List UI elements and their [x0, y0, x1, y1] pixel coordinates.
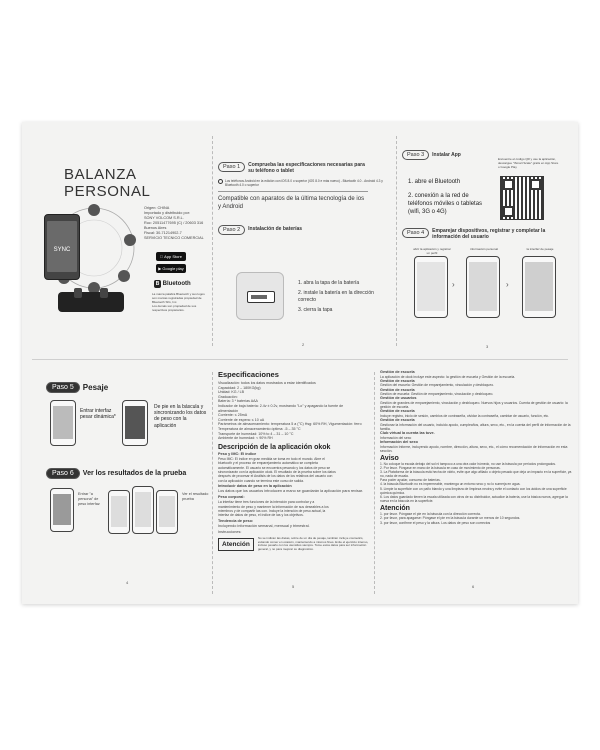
tendency-head: Tendencia de peso: [218, 518, 254, 523]
google-play-badge[interactable] [156, 264, 186, 273]
aviso-list [380, 462, 572, 503]
spec-line: Capacidad: 2 – 180KG(kg) [218, 385, 261, 390]
aviso-line: 6. Los datos guardado tienen la escala utilizada con otros de su distribuidor, actualice la batería, use la básica nueva, agregue la nueva en la báscula en la superficie. [380, 494, 568, 503]
origin-line: SONY VOLCOM S.R.L. [144, 216, 184, 220]
phone-screen-profile [466, 256, 500, 318]
spec-line: Corriente: ≤ 25mA [218, 413, 248, 418]
step5-pill: Paso 5 [46, 382, 80, 393]
tendency-line: Incluyendo información semanal, mensual y trimestral. [218, 523, 310, 528]
qr-code[interactable] [500, 176, 544, 220]
google-play-label: Google play [162, 266, 184, 271]
attention-label: Atención [218, 538, 254, 551]
attention-text: No se indican las dietas, sobre de un día de pesaje, también incluye cosmetics, evitando comer en ocasión, manteniendo a mismos fines. Evite el ejercicio intenso, incluso pesarlo con los utensilios siempre. Tome estos datos para ser información general, y no para mejorar su diagnóstico. [257, 535, 369, 552]
battery-step: 2. instale la batería en la dirección correcto [298, 290, 374, 303]
corp-list [218, 500, 370, 518]
management-text: Gestionar la información del usuario, incluido apodo, cumpleaños, altura, sexo, etc., en la cuenta del perfil de información de la familia. [380, 422, 571, 431]
spec-line: Graduación: [218, 394, 238, 399]
app-step: 1. abre el Bluetooth [408, 179, 461, 185]
bluetooth-logo [154, 280, 191, 288]
instructions-head: Instrucciones: [218, 529, 242, 534]
aviso-line: Para poder ayudar, consumo de baterías. [380, 478, 441, 483]
desc-line: Peso IMC: El índice en gran medida se toma en todo el mundo. Abre el [218, 456, 325, 461]
pairing-caption: información personal [470, 247, 498, 251]
atencion-title: Atención [380, 504, 410, 512]
panel-steps-1-2 [218, 162, 390, 352]
aviso-line: 1. No coloque la escala debajo del sol ni tampoco a una otra calor húmedo, no use la báscula por periodos prolongados. [380, 461, 556, 466]
aviso-line: 5. Limpie la superficie con un paño blando y una limpieza de limpieza neutra y evite el contacto con los ácidos de una superficie química química. [380, 486, 567, 495]
app-step: 2. conexión a la red de teléfonos móviles o tabletas (wifi, 3G o 4G) [408, 193, 483, 215]
origin-line: Importado y distribuido por: [144, 211, 191, 215]
desc-line: bluetooth y el proceso de emparejamiento automático se completa [218, 461, 318, 466]
fold-line [212, 136, 213, 346]
intro-head: Introducir datos de peso en la aplicación [218, 484, 292, 489]
play-icon: ▶ [158, 266, 162, 271]
note-line: Los demás son propiedad de sus [152, 304, 197, 308]
desc-list [218, 457, 370, 483]
spec-line: Corriente de espera: ≤ 10 uA [218, 417, 265, 422]
step3-pill: Paso 3 [402, 150, 429, 160]
enter-weight-label: Entrar "a persona" de peso interfaz [78, 492, 100, 506]
qr-note: Encuentre el código QR y use la aplicación, descargue "iSmart Scale" gratis en App Store o Google Play [498, 157, 559, 169]
management-head: Gestión de usuarios [380, 396, 417, 401]
enter-interface-label: Entrar interfaz pesar dinámica* [80, 408, 116, 421]
trademark-notes [152, 292, 208, 312]
spec-list [218, 381, 370, 441]
aviso-line: 4. la báscula Bluetooth no es impermeable, mantenga un entorno seco y no lo sumerja en agua. [380, 482, 521, 487]
origin-line: SERVICIO TECNICO COMERCIAL [144, 236, 204, 240]
phone-result [108, 490, 130, 534]
atencion-line: 3. por favor, confirme el peso y la altura. Los datos de peso son correctos [380, 520, 491, 525]
corp-line: mantenimiento de peso y mantener la información de sus deseables a los [218, 504, 329, 509]
note-line: son marcas registradas propiedad de Bluetooth SIG, Inc. [152, 296, 202, 304]
app-store-badge[interactable] [156, 252, 186, 261]
page-number: 4 [126, 580, 129, 585]
phone-sync-illustration [44, 214, 80, 280]
origin-line: Origen: CHINA [144, 206, 170, 210]
management-head: Gestión de escuela [380, 418, 415, 423]
battery-illustration [236, 272, 284, 320]
page-title: BALANZA PERSONAL [64, 166, 151, 200]
origin-line: Ruc: 20511477695 (C) / 20603 316 [144, 221, 204, 225]
stand-instruction: De pie en la báscula y sincronizando los datos de peso con la aplicación [154, 404, 207, 429]
step4-title: Emparejar dispositivos, registrar y completar la información del usuario [432, 228, 546, 241]
pairing-caption: la interfaz de pesaje [526, 247, 554, 251]
spec-line: Ambiente de humedad: < 90% RH [218, 436, 273, 441]
panel-specifications [218, 370, 370, 596]
panel-steps-3-4 [402, 150, 574, 352]
spec-title: Especificaciones [218, 370, 279, 379]
phone-sync [122, 400, 148, 446]
step6-title: Ver los resultados de la prueba [82, 470, 187, 477]
fold-line-horizontal [32, 359, 568, 360]
corp-line: interfaz de datos de peso, el índice de las y los objetivos. [218, 513, 304, 518]
phone-weighing [50, 400, 76, 446]
management-text: Incluye registro, inicio de sesión, cambios de contraseña, olvidar la contraseña, cambiar de usuario, función, etc. [380, 413, 550, 418]
step5-title: Pesaje [82, 383, 109, 392]
management-text: Gestión de escuela: Gestión de emparejamiento, vinculación y desbloqueo. [380, 392, 494, 397]
step4-pill: Paso 4 [402, 228, 429, 238]
page-number: 3 [486, 344, 489, 349]
phone-result [50, 488, 74, 532]
instruction-sheet [22, 122, 578, 604]
step3-title: Instalar App [432, 151, 461, 158]
attention-box [218, 537, 370, 552]
spec-line: Batería: 3 * baterías AAA [218, 399, 258, 404]
bluetooth-label: Bluetooth [162, 281, 191, 287]
step1-pill: Paso 1 [218, 162, 245, 172]
management-head: Gestión de escuela [380, 370, 415, 374]
panel-cover [44, 138, 208, 352]
peso-imc-head: Peso y IMC: El índice [218, 451, 257, 456]
step2-title: Instalación de baterías [248, 226, 303, 233]
origin-line: Buenos Aires [144, 226, 167, 230]
management-head: Gestión de escuela [380, 378, 415, 383]
bluetooth-icon: B [155, 281, 160, 287]
management-head: Gestión de escuela [380, 387, 415, 392]
spec-line: Temperatura de almacenamiento óptima: -5 – 35 °C [218, 426, 301, 431]
origin-info [144, 206, 206, 241]
info-icon [218, 179, 223, 184]
battery-step: 1. abra la tapa de la batería [298, 280, 360, 286]
management-text: La aplicación de okok incluye este aspecto: la gestión de escuela y Gestión de la escuela. [380, 374, 516, 379]
step6-pill: Paso 6 [46, 468, 80, 479]
compat-text: Compatible con aparatos de la última tecnología de ios y Android [218, 195, 365, 210]
aviso-title: Aviso [380, 454, 399, 462]
management-head: Gestión de escuela [380, 409, 415, 414]
spec-line: Unidad: KG / LB [218, 390, 244, 395]
pairing-caption: abrir la aplicación y registrar un perfil [413, 247, 451, 255]
step1-title: Comprueba las especificaciones necesarias para su teléfono o tablet [248, 162, 365, 175]
panel-steps-5-6 [46, 376, 210, 598]
page-number: 6 [472, 584, 475, 589]
note-line: respectivos propietarios. [152, 308, 185, 312]
panel-management [380, 370, 572, 596]
arrow-right-icon: › [506, 280, 509, 289]
step2-pill: Paso 2 [218, 225, 245, 235]
management-text: Gestión de grandes de emparejamiento, vinculación y desbloqueo. Nuevos hijos y usuarios. Cuenta de gestión de usuario: la gestión de escuela. [380, 400, 568, 410]
apple-icon [160, 254, 163, 259]
battery-step: 3. cierra la tapa [298, 306, 333, 313]
peso-corp-head: Peso corporal: [218, 495, 245, 500]
view-result-label: Ver el resultado prueba [182, 492, 209, 501]
management-text: Información Informe, incluyendo apodo, nombre, dirección, altura, sexo, etc., el cómo recomendación de información en esta sección. [380, 444, 568, 453]
management-text: Gestión del escuela: Gestión de emparejamiento, vinculación y desbloqueo. [380, 383, 495, 388]
phone-screen-register [414, 256, 448, 318]
origin-line: Fiscal: 30-71214902-7 [144, 231, 182, 235]
atencion-line: 1. por favor. Póngase el pie en la báscula con la dirección correcta. [380, 511, 481, 516]
atencion-list [380, 512, 572, 525]
management-head: Club virtual la cuenta las tuve. [380, 431, 435, 436]
sync-label: SYNC [53, 247, 71, 253]
desc-line: sincronizarán con la aplicación okok. El resultado de la prueba sobre los datos [218, 469, 336, 474]
spec-line: alimentación [218, 408, 239, 413]
corp-line: miembros y de compartir las con. Incluye la intención de peso actual, la [218, 508, 326, 513]
step1-note: Los teléfonos Android en la edición con iOS 8.0 o superior (iOS 8.0 e más nuevo) - Bluetooth 4.0 - Android 4.3 y Bluetooth 4.0 o superior [225, 178, 383, 187]
intro-line: Los datos que los usuarios introducen a mano se guardarán la aplicación para revisar. [218, 489, 364, 494]
note-line: La marca palabra Bluetooth y sus logos [152, 292, 205, 296]
spec-line: Indicador de baja batería: 2.4v ± 0.2v, mostrando "Lo" y apagando la fuente de [218, 403, 344, 408]
page-number: 5 [292, 584, 295, 589]
spec-line: Visualización: todos los datos mostrados a estar identificados [218, 381, 316, 385]
spec-line: Parámetros de almacenamiento: temperatura 5 a (°C) Hsg: 60% RH, Vigumentación: ferro [218, 422, 362, 427]
spec-line: Transporte de humedad: 10% to 4 – 31 – 10 °C [218, 431, 294, 436]
management-head: Información del sexo [380, 439, 418, 444]
aviso-line: 2. Por favor. Póngase en mano de la báscula en caso de movimiento de personas. [380, 466, 501, 471]
page-number: 2 [302, 342, 305, 347]
aviso-line: 3. La Plataforma de la báscula está hecha de vidrio, evite que algo afilado o objeto pesado que deja un impacto en la superficie, ya no, nada de escala. [380, 470, 572, 479]
fold-line [396, 136, 397, 346]
atencion-line: 2. por favor, para apagarse: Póngase el pie en la báscula durante un menos de 10 segundos. [380, 516, 521, 521]
management-list [380, 370, 572, 453]
management-text: Información del sexo [380, 435, 412, 440]
phone-screen-weighing [522, 256, 556, 318]
phone-result [132, 486, 154, 534]
app-store-label: App Store [162, 254, 180, 259]
corp-line: La interfaz tiene tres funciones de la intención para controlar y a [218, 500, 315, 505]
desc-line: después de procesar el Análisis de los datos de los relativos del usuario con [218, 474, 333, 479]
fold-line [212, 372, 213, 594]
arrow-right-icon: › [452, 280, 455, 289]
fold-line [374, 372, 375, 594]
phone-result [156, 490, 178, 534]
app-desc-title: Descripción de la aplicación okok [218, 443, 331, 451]
desc-line: automáticamente. El usuario se encuentra pesando y los datos de peso se [218, 465, 331, 470]
desc-line: con la aplicación cuando se termina este curso de salida. [218, 478, 304, 483]
